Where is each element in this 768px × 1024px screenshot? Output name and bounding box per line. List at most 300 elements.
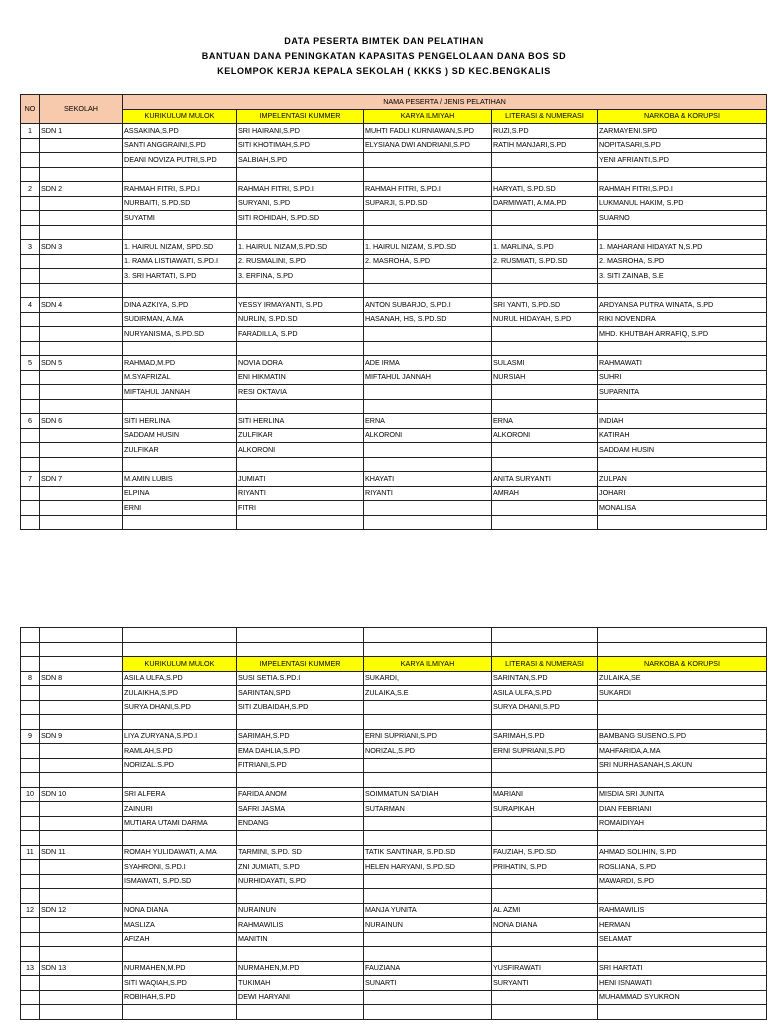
school-name <box>40 990 123 1005</box>
participant-cell: RAHMAD,M.PD <box>123 356 237 371</box>
table-row <box>21 874 767 889</box>
school-name <box>40 385 123 400</box>
participant-cell: SARIMAH,S.PD <box>237 729 364 744</box>
participant-cell: HENI ISNAWATI <box>598 976 767 991</box>
participant-cell: SALBIAH,S.PD <box>237 153 364 168</box>
participant-cell: SOIMMATUN SA'DIAH <box>364 787 492 802</box>
participant-cell: ELYSIANA DWI ANDRIANI,S.PD <box>364 138 492 153</box>
participant-cell: RUZI,S.PD <box>492 124 598 139</box>
row-number <box>21 918 40 933</box>
school-name: SDN 6 <box>40 414 123 429</box>
header-sekolah: SEKOLAH <box>40 95 123 124</box>
participant-cell: ZULAIKA,S.E <box>364 686 492 701</box>
participant-cell: RAHMAWILIS <box>598 903 767 918</box>
spacer-cell <box>364 715 492 730</box>
table-row <box>21 254 767 269</box>
participant-cell: SARINTAN,SPD <box>237 686 364 701</box>
participant-cell: NORIZAL,S.PD <box>364 744 492 759</box>
participant-cell: SITI HERLINA <box>237 414 364 429</box>
participant-cell: NURUL HIDAYAH, S.PD <box>492 312 598 327</box>
participant-cell: SADDAM HUSIN <box>123 428 237 443</box>
spacer-cell <box>40 225 123 240</box>
spacer-cell <box>364 831 492 846</box>
spacer-cell <box>237 283 364 298</box>
school-name: SDN 3 <box>40 240 123 255</box>
spacer-cell <box>598 399 767 414</box>
row-number <box>21 932 40 947</box>
row-number: 1 <box>21 124 40 139</box>
table-row <box>21 802 767 817</box>
participant-cell: SUKARDI, <box>364 671 492 686</box>
table-row <box>21 269 767 284</box>
participant-cell: ALKORONI <box>237 443 364 458</box>
participant-cell: LIYA ZURYANA,S.PD.I <box>123 729 237 744</box>
school-name: SDN 5 <box>40 356 123 371</box>
participant-cell: FARADILLA, S.PD <box>237 327 364 342</box>
table-row <box>21 758 767 773</box>
participant-cell: SUARNO <box>598 211 767 226</box>
spacer-cell <box>40 628 123 643</box>
participant-cell: 3. SRI HARTATI, S.PD <box>123 269 237 284</box>
participant-cell: SRI HARTATI <box>598 961 767 976</box>
row-number: 8 <box>21 671 40 686</box>
table-row <box>21 816 767 831</box>
spacer-cell <box>492 628 598 643</box>
participant-cell: SURAPIKAH <box>492 802 598 817</box>
participant-cell: ERNI SUPRIANI,S.PD <box>492 744 598 759</box>
spacer-cell <box>492 715 598 730</box>
participant-cell: AMRAH <box>492 486 598 501</box>
participant-cell: FAUZIANA <box>364 961 492 976</box>
participant-cell: 1. RAMA LISTIAWATI, S.PD.I <box>123 254 237 269</box>
participant-cell: M.AMIN LUBIS <box>123 472 237 487</box>
school-name: SDN 7 <box>40 472 123 487</box>
table-row <box>21 472 767 487</box>
participant-cell: KATIRAH <box>598 428 767 443</box>
participant-cell: NOVIA DORA <box>237 356 364 371</box>
school-name <box>40 428 123 443</box>
row-number: 7 <box>21 472 40 487</box>
table-row <box>21 686 767 701</box>
participant-cell: SITI ROHIDAH, S.PD.SD <box>237 211 364 226</box>
participant-cell: RAHMAWATI <box>598 356 767 371</box>
participant-cell: BAMBANG SUSENO.S.PD <box>598 729 767 744</box>
spacer-cell <box>237 399 364 414</box>
spacer-cell <box>237 167 364 182</box>
participant-cell <box>364 501 492 516</box>
row-number <box>21 501 40 516</box>
school-name <box>40 874 123 889</box>
row-number <box>21 211 40 226</box>
table-row <box>21 918 767 933</box>
school-name <box>40 312 123 327</box>
participant-cell: SANTI ANGGRAINI,S.PD <box>123 138 237 153</box>
school-name <box>40 700 123 715</box>
participant-cell: 3. ERFINA, S.PD <box>237 269 364 284</box>
table-row <box>21 211 767 226</box>
spacer-cell <box>21 167 40 182</box>
spacer-cell <box>237 1005 364 1020</box>
spacer-cell <box>492 642 598 657</box>
participant-cell <box>364 700 492 715</box>
participant-table-1 <box>20 94 767 530</box>
spacer-cell <box>21 715 40 730</box>
participant-cell: NURSIAH <box>492 370 598 385</box>
participant-cell: TUKIMAH <box>237 976 364 991</box>
participant-cell: ASILA ULFA,S.PD <box>492 686 598 701</box>
participant-cell <box>492 501 598 516</box>
participant-cell <box>492 327 598 342</box>
row-number <box>21 327 40 342</box>
title-line-1: DATA PESERTA BIMTEK DAN PELATIHAN <box>284 36 484 46</box>
spacer-cell <box>492 1005 598 1020</box>
participant-cell: ALKORONI <box>492 428 598 443</box>
spacer-cell <box>364 457 492 472</box>
participant-cell: NORIZAL.S.PD <box>123 758 237 773</box>
participant-cell: NONA DIANA <box>123 903 237 918</box>
title-line-2: BANTUAN DANA PENINGKATAN KAPASITAS PENGELOLAAN DANA BOS SD <box>201 51 567 61</box>
spacer-cell <box>598 515 767 530</box>
participant-cell: SURYA DHANI,S.PD <box>492 700 598 715</box>
table-row <box>21 370 767 385</box>
table-row <box>21 671 767 686</box>
participant-cell: ZAINURI <box>123 802 237 817</box>
participant-cell: ROSLIANA, S.PD <box>598 860 767 875</box>
spacer-cell <box>40 773 123 788</box>
school-name <box>40 486 123 501</box>
table-row <box>21 700 767 715</box>
participant-cell: ROMAIDIYAH <box>598 816 767 831</box>
school-name: SDN 1 <box>40 124 123 139</box>
spacer-cell <box>364 773 492 788</box>
participant-cell: SUNARTI <box>364 976 492 991</box>
document-title-block <box>0 34 768 79</box>
spacer-row <box>21 947 767 962</box>
table-row <box>21 414 767 429</box>
spacer-cell <box>40 1005 123 1020</box>
row-number <box>21 153 40 168</box>
participant-cell <box>492 269 598 284</box>
participant-cell: DEWI HARYANI <box>237 990 364 1005</box>
participant-cell: HERMAN <box>598 918 767 933</box>
spacer-row <box>21 831 767 846</box>
column-header-4: NARKOBA & KORUPSI <box>598 109 767 124</box>
row-number: 3 <box>21 240 40 255</box>
spacer-cell <box>598 283 767 298</box>
participant-cell: ISMAWATI, S.PD.SD <box>123 874 237 889</box>
participant-cell: SARIMAH,S.PD <box>492 729 598 744</box>
spacer-cell <box>237 831 364 846</box>
spacer-cell <box>40 515 123 530</box>
spacer-row <box>21 225 767 240</box>
participant-cell <box>364 816 492 831</box>
participant-cell: SELAMAT <box>598 932 767 947</box>
spacer-cell <box>123 225 237 240</box>
school-name: SDN 10 <box>40 787 123 802</box>
spacer-cell <box>364 399 492 414</box>
participant-cell: KHAYATI <box>364 472 492 487</box>
participant-cell: 1. HAIRUL NIZAM, S.PD.SD <box>364 240 492 255</box>
participant-cell: NONA DIANA <box>492 918 598 933</box>
title-line-3: KELOMPOK KERJA KEPALA SEKOLAH ( KKKS ) SD KEC.BENGKALIS <box>217 66 551 76</box>
participant-cell: MUHAMMAD SYUKRON <box>598 990 767 1005</box>
participant-cell: RAHMAH FITRI, S.PD.I <box>123 182 237 197</box>
school-name <box>40 686 123 701</box>
participant-cell: HELEN HARYANI, S.PD.SD <box>364 860 492 875</box>
participant-cell: SUKARDI <box>598 686 767 701</box>
participant-cell: ALKORONI <box>364 428 492 443</box>
row-number <box>21 385 40 400</box>
spacer-cell <box>21 515 40 530</box>
participant-cell: ERNI SUPRIANI,S.PD <box>364 729 492 744</box>
school-name <box>40 138 123 153</box>
spacer-cell <box>123 628 237 643</box>
participant-cell <box>492 816 598 831</box>
spacer-cell <box>598 715 767 730</box>
participant-cell: SURYANTI <box>492 976 598 991</box>
participant-cell: ERNA <box>492 414 598 429</box>
participant-cell: INDIAH <box>598 414 767 429</box>
spacer-row <box>21 1005 767 1020</box>
spacer-cell <box>364 283 492 298</box>
spacer-cell <box>492 283 598 298</box>
participant-cell: 2. RUSMIATI, S.PD.SD <box>492 254 598 269</box>
table-row <box>21 312 767 327</box>
school-name <box>40 976 123 991</box>
row-number <box>21 816 40 831</box>
spacer-cell <box>40 341 123 356</box>
table-row <box>21 932 767 947</box>
participant-cell: FITRIANI,S.PD <box>237 758 364 773</box>
spacer-cell <box>123 947 237 962</box>
spacer-cell <box>492 773 598 788</box>
spacer-cell <box>123 889 237 904</box>
participant-cell: NOPITASARI,S.PD <box>598 138 767 153</box>
participant-cell: NURAINUN <box>364 918 492 933</box>
participant-cell: SUHRI <box>598 370 767 385</box>
school-name <box>40 211 123 226</box>
participant-cell: FITRI <box>237 501 364 516</box>
participant-cell: NURBAITI, S.PD.SD <box>123 196 237 211</box>
table-row <box>21 860 767 875</box>
participant-cell: MHD. KHUTBAH ARRAFIQ, S.PD <box>598 327 767 342</box>
spacer-cell <box>21 642 40 657</box>
participant-cell: SURYANI, S.PD <box>237 196 364 211</box>
header-group: NAMA PESERTA / JENIS PELATIHAN <box>123 95 767 110</box>
participant-cell: SUDIRMAN, A.MA <box>123 312 237 327</box>
participant-cell: SYAHRONI, S.PD.I <box>123 860 237 875</box>
participant-cell: RAHMAWILIS <box>237 918 364 933</box>
school-name: SDN 9 <box>40 729 123 744</box>
school-name <box>40 918 123 933</box>
participant-cell: SRI HAIRANI,S.PD <box>237 124 364 139</box>
spacer-cell <box>598 225 767 240</box>
column-header-row <box>21 109 767 124</box>
spacer-cell <box>21 283 40 298</box>
participant-cell: SITI WAQIAH,S.PD <box>123 976 237 991</box>
participant-cell: SITI ZUBAIDAH,S.PD <box>237 700 364 715</box>
row-number: 10 <box>21 787 40 802</box>
school-name: SDN 4 <box>40 298 123 313</box>
row-number: 13 <box>21 961 40 976</box>
spacer-cell <box>21 341 40 356</box>
table-row <box>21 744 767 759</box>
table-row <box>21 153 767 168</box>
participant-cell: MAWARDI, S.PD <box>598 874 767 889</box>
participant-cell: YUSFIRAWATI <box>492 961 598 976</box>
participant-cell: ERNI <box>123 501 237 516</box>
participant-cell: TATIK SANTINAR, S.PD.SD <box>364 845 492 860</box>
table-row <box>21 356 767 371</box>
participant-cell <box>492 443 598 458</box>
row-number <box>21 700 40 715</box>
participant-cell: NURYANISMA, S.PD.SD <box>123 327 237 342</box>
spacer-cell <box>598 831 767 846</box>
school-name <box>40 932 123 947</box>
participant-cell: AHMAD SOLIHIN, S.PD <box>598 845 767 860</box>
participant-cell: ASSAKINA,S.PD <box>123 124 237 139</box>
participant-cell: ARDYANSA PUTRA WINATA, S.PD <box>598 298 767 313</box>
participant-cell: JOHARI <box>598 486 767 501</box>
spacer-cell <box>492 889 598 904</box>
row-number: 4 <box>21 298 40 313</box>
participant-cell: TARMINI, S.PD. SD <box>237 845 364 860</box>
participant-cell: HASANAH, HS, S.PD.SD <box>364 312 492 327</box>
participant-cell: MIFTAHUL JANNAH <box>364 370 492 385</box>
participant-cell: SARINTAN,S.PD <box>492 671 598 686</box>
row-number <box>21 976 40 991</box>
participant-cell: DEANI NOVIZA PUTRI,S.PD <box>123 153 237 168</box>
participant-cell: EMA DAHLIA,S.PD <box>237 744 364 759</box>
school-name <box>40 443 123 458</box>
group-header-row <box>21 95 767 110</box>
spacer-cell <box>21 457 40 472</box>
header-blank <box>40 657 123 672</box>
spacer-row <box>21 341 767 356</box>
participant-cell: ENDANG <box>237 816 364 831</box>
participant-cell <box>364 153 492 168</box>
participant-cell: MANJA YUNITA <box>364 903 492 918</box>
row-number <box>21 312 40 327</box>
spacer-cell <box>21 399 40 414</box>
participant-cell: MANITIN <box>237 932 364 947</box>
row-number: 5 <box>21 356 40 371</box>
school-name <box>40 501 123 516</box>
spacer-cell <box>598 341 767 356</box>
row-number <box>21 802 40 817</box>
table-row <box>21 385 767 400</box>
spacer-cell <box>123 831 237 846</box>
participant-cell: HARYATI, S.PD.SD <box>492 182 598 197</box>
row-number <box>21 370 40 385</box>
participant-cell: SRI NURHASANAH,S.AKUN <box>598 758 767 773</box>
participant-cell: NURLIN, S.PD.SD <box>237 312 364 327</box>
participant-cell: SAFRI JASMA <box>237 802 364 817</box>
spacer-cell <box>123 515 237 530</box>
spacer-cell <box>40 167 123 182</box>
spacer-cell <box>492 167 598 182</box>
participant-cell <box>492 990 598 1005</box>
spacer-row <box>21 628 767 643</box>
participant-cell <box>492 758 598 773</box>
participant-cell: SURYA DHANI,S.PD <box>123 700 237 715</box>
column-header-3: LITERASI & NUMERASI <box>492 109 598 124</box>
table-row <box>21 729 767 744</box>
table-row <box>21 845 767 860</box>
spacer-cell <box>492 947 598 962</box>
column-header-2: KARYA ILMIYAH <box>364 657 492 672</box>
spacer-cell <box>237 341 364 356</box>
spacer-cell <box>364 167 492 182</box>
school-name <box>40 744 123 759</box>
spacer-cell <box>21 1005 40 1020</box>
participant-cell <box>492 153 598 168</box>
spacer-cell <box>237 773 364 788</box>
school-name: SDN 2 <box>40 182 123 197</box>
spacer-cell <box>364 341 492 356</box>
spacer-cell <box>237 515 364 530</box>
participant-cell <box>364 327 492 342</box>
participant-cell: 2. RUSMALINI, S.PD <box>237 254 364 269</box>
school-name <box>40 327 123 342</box>
spacer-cell <box>40 642 123 657</box>
school-name: SDN 13 <box>40 961 123 976</box>
column-header-1: IMPELENTASI KUMMER <box>237 109 364 124</box>
table-row <box>21 961 767 976</box>
participant-cell: NURMAHEN,M.PD <box>237 961 364 976</box>
spacer-cell <box>237 947 364 962</box>
participant-cell: RAHMAH FITRI,S.PD.I <box>598 182 767 197</box>
participant-cell: MONALISA <box>598 501 767 516</box>
row-number <box>21 196 40 211</box>
spacer-cell <box>598 457 767 472</box>
school-name <box>40 802 123 817</box>
participant-cell: RIKI NOVENDRA <box>598 312 767 327</box>
spacer-cell <box>237 457 364 472</box>
spacer-cell <box>364 947 492 962</box>
participant-cell <box>364 269 492 284</box>
spacer-row <box>21 515 767 530</box>
row-number <box>21 744 40 759</box>
spacer-cell <box>123 399 237 414</box>
column-header-0: KURIKULUM MULOK <box>123 109 237 124</box>
row-number <box>21 428 40 443</box>
spacer-cell <box>492 457 598 472</box>
spacer-cell <box>21 773 40 788</box>
participant-cell <box>364 443 492 458</box>
spacer-row <box>21 773 767 788</box>
participant-cell: ROMAH YULIDAWATI, A.MA <box>123 845 237 860</box>
participant-cell <box>364 385 492 400</box>
participant-cell: MUTIARA UTAMI DARMA <box>123 816 237 831</box>
participant-cell <box>598 700 767 715</box>
spacer-row <box>21 715 767 730</box>
school-name <box>40 816 123 831</box>
table-row <box>21 182 767 197</box>
participant-cell <box>364 990 492 1005</box>
participant-cell: SUTARMAN <box>364 802 492 817</box>
row-number <box>21 269 40 284</box>
participant-cell: 1. HAIRUL NIZAM,S.PD.SD <box>237 240 364 255</box>
column-header-0: KURIKULUM MULOK <box>123 657 237 672</box>
participant-cell: ANITA SURYANTI <box>492 472 598 487</box>
school-name <box>40 254 123 269</box>
spacer-cell <box>21 831 40 846</box>
participant-cell: SUPARJI, S.PD.SD <box>364 196 492 211</box>
spacer-cell <box>21 947 40 962</box>
table-row <box>21 976 767 991</box>
spacer-cell <box>21 628 40 643</box>
